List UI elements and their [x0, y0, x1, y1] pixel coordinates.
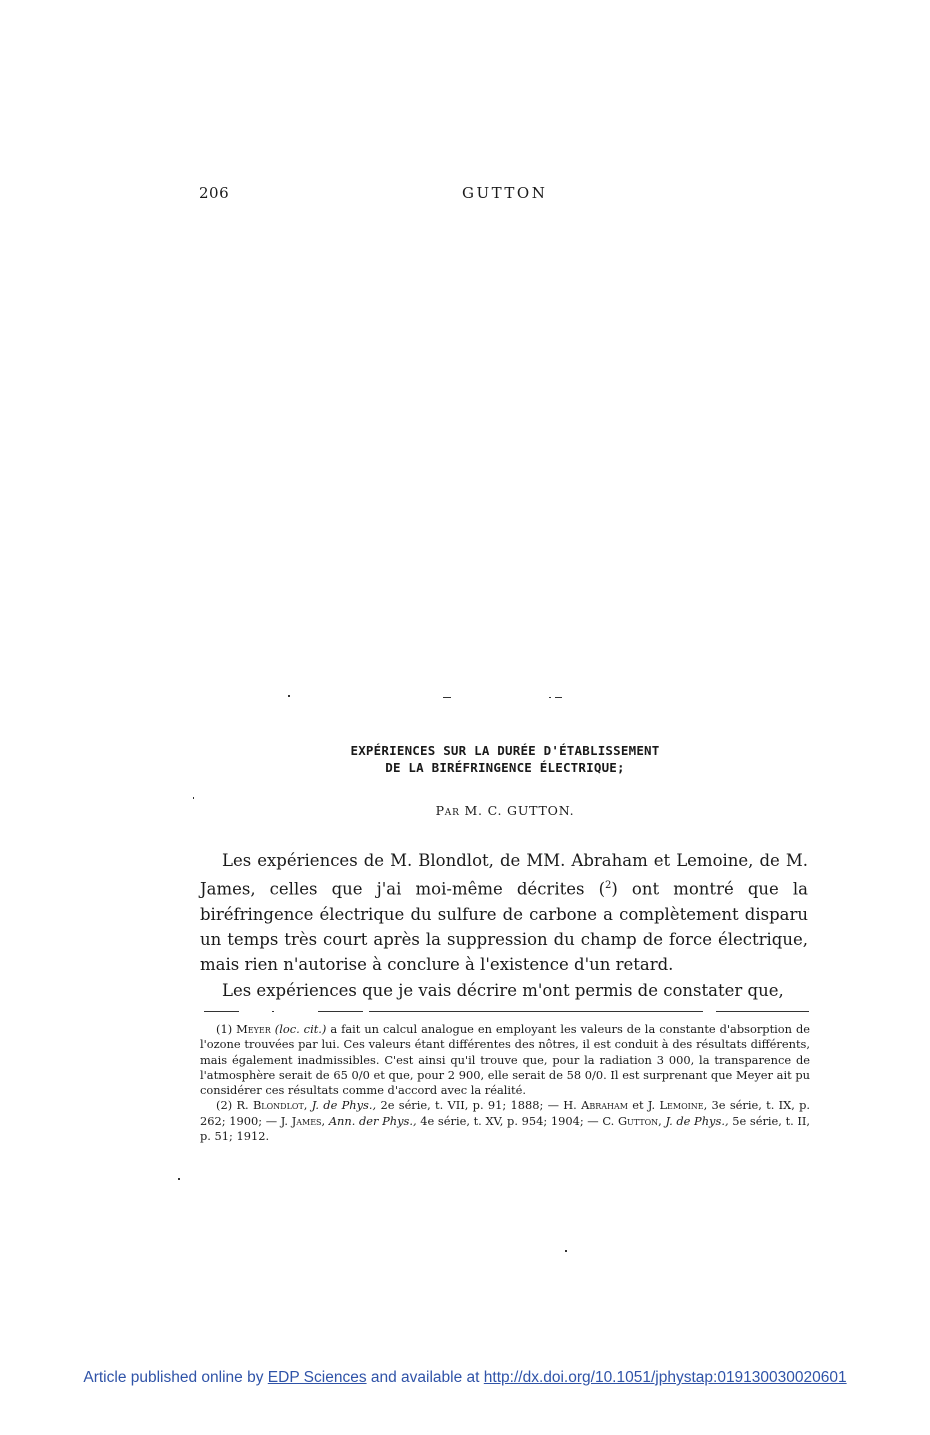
footnote-text: 2e série, t. VII, p. 91; 1888; — H.	[380, 1098, 577, 1113]
paragraph-text: Les expériences que je vais décrire m'ont permis de constater que,	[222, 980, 784, 1000]
byline-prefix: Par	[435, 803, 460, 818]
scan-speck	[193, 797, 194, 799]
footnote-text: et J.	[632, 1098, 656, 1113]
footnote-text: 5e série, t. II, p. 51; 1912.	[200, 1113, 811, 1144]
footnote-journal: J. de Phys.,	[665, 1113, 729, 1128]
paragraph	[200, 848, 808, 978]
scan-speck	[565, 1250, 567, 1252]
article-title-line-2: DE LA BIRÉFRINGENCE ÉLECTRIQUE;	[385, 760, 625, 775]
footnote-separator	[716, 1011, 809, 1012]
edp-sciences-link[interactable]: EDP Sciences	[267, 1369, 367, 1386]
footnote-author: Blondlot,	[252, 1098, 308, 1113]
footnote-author: Abraham	[581, 1098, 628, 1113]
footnote-mark: (1)	[216, 1022, 233, 1036]
byline-name: M. C. GUTTON.	[464, 803, 575, 818]
footnote-citation: (loc. cit.)	[274, 1022, 327, 1036]
footnote-journal: J. de Phys.,	[311, 1098, 377, 1113]
footnote-text: 4e série, t. XV, p. 954; 1904; — C.	[420, 1113, 615, 1128]
footnote-text: a fait un calcul analogue en employant les valeurs de la constante d'absorption de l'ozone trouvées par lui. Ces valeurs étant différentes des nôtres, il est conduit à des résultats différents, mais également inadmissibles. C'est ainsi qu'il trouve que, pour la radiation 3 000, la transparence de l'atmosphère serait de 65 0/0 et que, pour 2 900, elle serait de 58 0/0. Il est surprenant que Meyer ait pu considérer ces résultats comme d'accord avec la réalité.	[200, 1022, 811, 1098]
footnote-author: Meyer	[236, 1022, 271, 1036]
footnote-separator	[204, 1011, 239, 1012]
paragraph	[200, 978, 808, 1003]
footnote-author: Gutton,	[617, 1113, 662, 1128]
footnote-author: Lemoine,	[659, 1098, 708, 1113]
footnote-text: 3e série, t. IX, p. 262; 1900; — J.	[200, 1098, 811, 1128]
footnote-separator	[318, 1011, 363, 1012]
publisher-footer	[0, 1369, 930, 1387]
article-title-line-1: EXPÉRIENCES SUR LA DURÉE D'ÉTABLISSEMENT	[350, 743, 660, 758]
scan-speck	[443, 697, 451, 698]
footnote-reference: 2	[605, 880, 612, 892]
footnote-initial: R.	[236, 1098, 249, 1113]
footnote-separator	[369, 1011, 703, 1012]
page-number: 206	[199, 184, 230, 202]
footnote-author: James,	[291, 1113, 326, 1128]
footer-text: Article published online by	[83, 1369, 264, 1386]
article-title	[200, 742, 810, 776]
footnote-1	[200, 1022, 810, 1098]
scan-speck	[178, 1178, 180, 1180]
paragraph-text: ) ont montré que la biréfringence électrique du sulfure de carbone a complètement disparu un temps très court après la suppression du champ de force électrique, mais rien n'autorise à conclure à l'existence d'un retard.	[200, 879, 808, 975]
footer-text: and available at	[370, 1369, 480, 1386]
footnote-2	[200, 1098, 810, 1144]
byline	[200, 803, 810, 818]
footnote-separator	[272, 1011, 274, 1012]
paragraph-text: Les expériences de M. Blondlot, de MM. Abraham et Lemoine, de M. James, celles que j'ai moi-même décrites (	[200, 851, 808, 899]
scan-speck	[555, 697, 562, 698]
scan-speck	[288, 695, 290, 697]
running-header-author: GUTTON	[462, 184, 548, 202]
article-body	[200, 848, 808, 1003]
doi-link[interactable]: http://dx.doi.org/10.1051/jphystap:019130030020601	[483, 1369, 847, 1386]
footnote-journal: Ann. der Phys.,	[328, 1113, 417, 1128]
footnote-mark: (2)	[216, 1098, 233, 1113]
footnotes	[200, 1022, 810, 1144]
scan-speck	[549, 697, 551, 698]
